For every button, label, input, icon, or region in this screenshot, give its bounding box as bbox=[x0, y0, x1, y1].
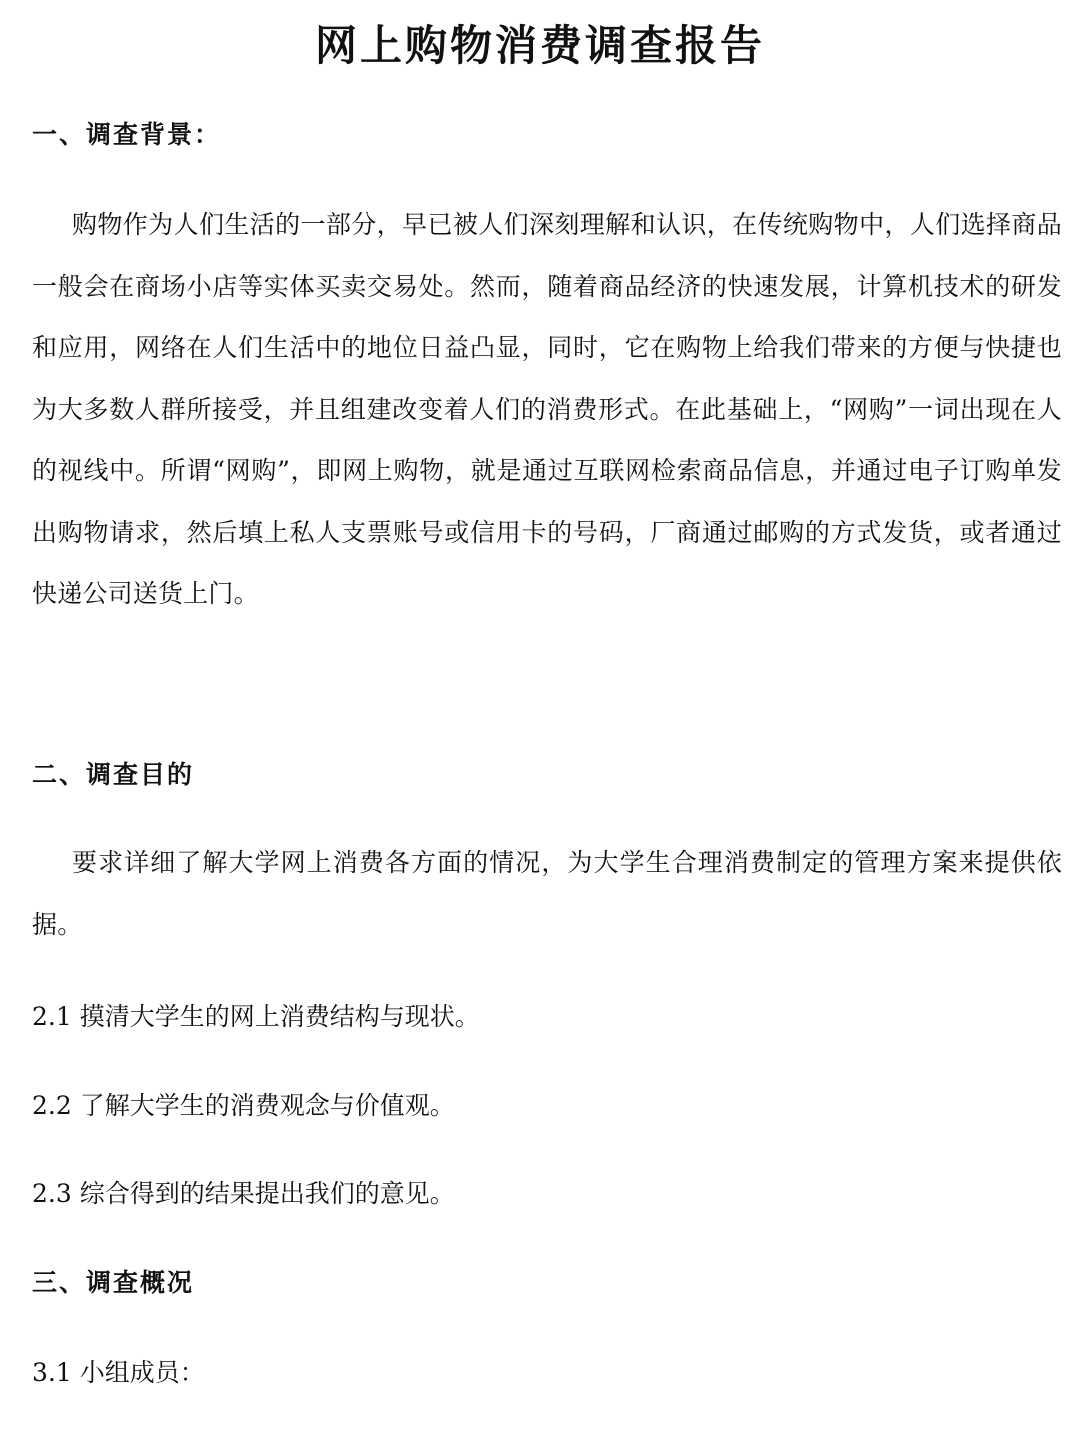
overview-item-3-1: 3.1 小组成员： bbox=[32, 1358, 205, 1387]
section-heading-background: 一、调查背景： bbox=[32, 120, 222, 149]
purpose-item-2-1: 2.1 摸清大学生的网上消费结构与现状。 bbox=[32, 1002, 480, 1031]
background-paragraph: 购物作为人们生活的一部分，早已被人们深刻理解和认识，在传统购物中，人们选择商品一般会在商场小店等实体买卖交易处。然而，随着商品经济的快速发展，计算机技术的研发和应用，网络在人们生活中的地位日益凸显，同时，它在购物上给我们带来的方便与快捷也为大多数人群所接受，并且组建改变着人们的消费形式。在此基础上，“网购”一词出现在人的视线中。所谓“网购”，即网上购物，就是通过互联网检索商品信息，并通过电子订购单发出购物请求，然后填上私人支票账号或信用卡的号码，厂商通过邮购的方式发货，或者通过快递公司送货上门。 bbox=[32, 210, 1062, 608]
document-title: 网上购物消费调查报告 bbox=[314, 21, 765, 70]
purpose-item-2-2: 2.2 了解大学生的消费观念与价值观。 bbox=[32, 1091, 455, 1120]
purpose-item-2-3: 2.3 综合得到的结果提出我们的意见。 bbox=[32, 1179, 455, 1208]
section-heading-overview: 三、调查概况 bbox=[32, 1268, 195, 1297]
section-heading-purpose: 二、调查目的 bbox=[32, 760, 195, 789]
purpose-paragraph: 要求详细了解大学网上消费各方面的情况，为大学生合理消费制定的管理方案来提供依据。 bbox=[32, 848, 1062, 939]
